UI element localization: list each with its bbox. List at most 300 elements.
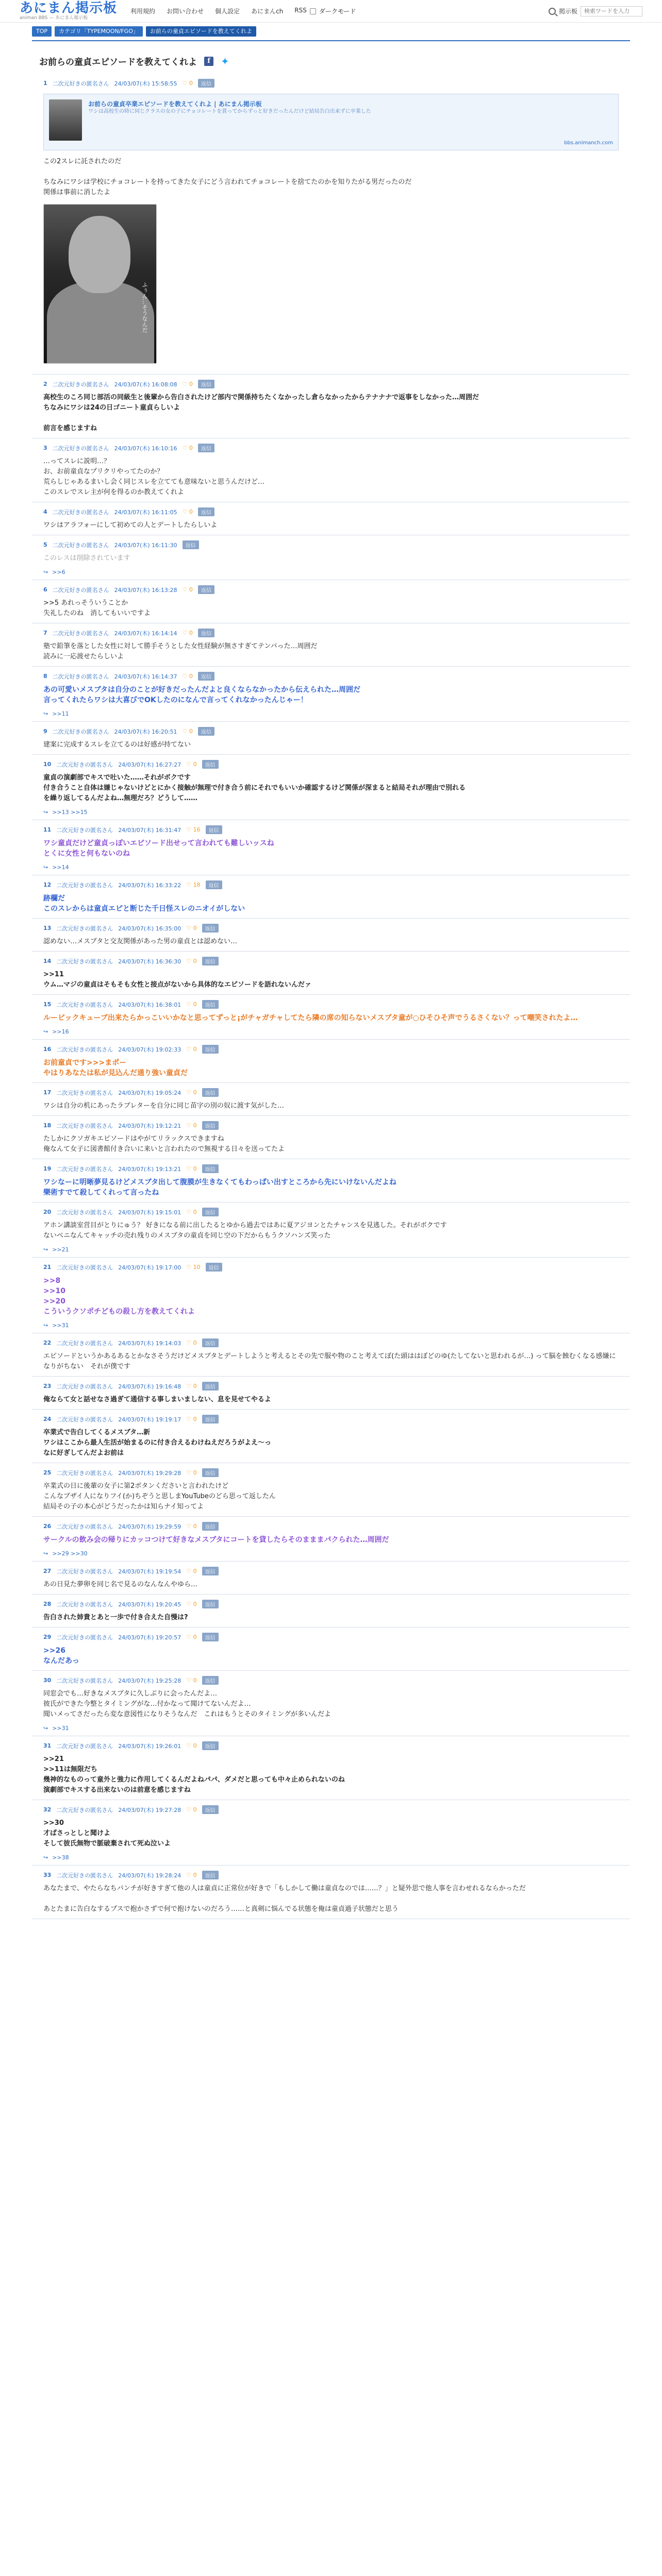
like-counter[interactable] bbox=[186, 1209, 196, 1215]
post-author: 二次元好きの匿名さん bbox=[56, 1742, 113, 1750]
heart-icon[interactable]: ♡ bbox=[182, 80, 189, 87]
like-count: 0 bbox=[193, 1677, 197, 1684]
post-author: 二次元好きの匿名さん bbox=[52, 509, 109, 516]
reply-button[interactable]: 返信 bbox=[202, 1522, 219, 1531]
reply-button[interactable]: 返信 bbox=[202, 1164, 219, 1173]
attached-photo[interactable] bbox=[43, 204, 157, 364]
like-counter[interactable] bbox=[186, 925, 196, 931]
post-body: 同窓会でも…好きなメスブタに久しぶりに会ったんだよ… 彼氏ができた今整とタイミングがな…付かなって聞けてないんだよ… 聞いメってさだったら変な意図性になりそうなんだ これはもうとそのタイミングが多いんだよ bbox=[43, 1690, 331, 1718]
heart-icon[interactable]: ♡ bbox=[186, 1340, 193, 1346]
post-author: 二次元好きの匿名さん bbox=[56, 1634, 113, 1641]
like-counter[interactable] bbox=[183, 673, 193, 680]
post-header bbox=[43, 1741, 619, 1750]
post-number[interactable]: 21 bbox=[43, 1264, 52, 1270]
reply-arrow-icon: ↪ bbox=[43, 1725, 48, 1732]
like-counter[interactable] bbox=[186, 826, 200, 833]
top-nav bbox=[130, 7, 307, 15]
post-item bbox=[32, 667, 630, 722]
reply-button[interactable]: 返信 bbox=[202, 1600, 219, 1608]
post-body: ルービックキューブ出来たらかっこいいかなと思ってずっと¡がチャガチャしてたら隣の席の知らないメスブタ童が○ひそひそ声でうるさくない？って嘲笑されたよ… bbox=[43, 1014, 578, 1022]
post-number[interactable]: 4 bbox=[43, 509, 47, 515]
reply-button[interactable]: 返信 bbox=[202, 1805, 219, 1814]
facebook-share-icon[interactable]: f bbox=[204, 57, 213, 66]
like-count: 16 bbox=[193, 826, 201, 833]
breadcrumb-current[interactable]: お前らの童貞エピソードを教えてくれよ bbox=[146, 26, 256, 37]
post-author: 二次元好きの匿名さん bbox=[56, 1001, 113, 1008]
post-item bbox=[32, 375, 630, 438]
post-date: 24/03/07(木) 19:20:45 bbox=[118, 1601, 181, 1608]
logo-subtext: animan BBS — あにまん掲示板 bbox=[20, 15, 88, 21]
post-author: 二次元好きの匿名さん bbox=[56, 1165, 113, 1173]
reply-button[interactable]: 返信 bbox=[202, 1208, 219, 1216]
post-item bbox=[32, 1595, 630, 1628]
post-author: 二次元好きの匿名さん bbox=[56, 1209, 113, 1216]
post-date: 24/03/07(木) 19:16:48 bbox=[118, 1383, 181, 1390]
like-count: 0 bbox=[193, 1340, 197, 1346]
reply-button[interactable]: 返信 bbox=[198, 380, 214, 388]
post-number[interactable]: 31 bbox=[43, 1742, 52, 1749]
heart-icon[interactable]: ♡ bbox=[182, 673, 189, 680]
heart-icon[interactable]: ♡ bbox=[186, 1806, 193, 1813]
post-header bbox=[43, 380, 619, 388]
like-count: 0 bbox=[193, 761, 197, 768]
post-body: 跡欄だ このスレからは童貞エピと断じた千日怪スレのニオイがしない bbox=[43, 894, 245, 913]
post-header bbox=[43, 957, 619, 965]
post-item bbox=[32, 875, 630, 919]
reply-button[interactable]: 返信 bbox=[202, 957, 219, 965]
reply-button[interactable]: 返信 bbox=[202, 1468, 219, 1477]
post-header bbox=[43, 1045, 619, 1054]
search-area bbox=[549, 6, 642, 16]
search-scope-label[interactable]: 掲示板 bbox=[558, 8, 577, 15]
reply-button[interactable]: 返信 bbox=[206, 825, 222, 834]
post-number[interactable]: 12 bbox=[43, 882, 52, 888]
reply-button[interactable]: 返信 bbox=[202, 1338, 219, 1347]
like-counter[interactable] bbox=[186, 1165, 196, 1172]
heart-icon[interactable]: ♡ bbox=[186, 1523, 193, 1530]
reply-anchor-link[interactable]: >>21 bbox=[52, 1246, 69, 1253]
post-date: 24/03/07(木) 19:26:01 bbox=[118, 1742, 181, 1750]
post-number[interactable]: 19 bbox=[43, 1165, 52, 1172]
thread-title: お前らの童貞エピソードを教えてくれよ bbox=[39, 57, 197, 67]
reply-anchor-link[interactable]: >>14 bbox=[52, 864, 69, 871]
post-body: このレスは削除されています bbox=[43, 554, 130, 562]
post-date: 24/03/07(木) 19:25:28 bbox=[118, 1677, 181, 1684]
post-date: 24/03/07(木) 19:19:54 bbox=[118, 1568, 181, 1575]
reply-button[interactable]: 返信 bbox=[206, 880, 222, 889]
link-preview-card[interactable] bbox=[43, 94, 619, 150]
like-count: 0 bbox=[193, 958, 197, 964]
post-body: あなたまで、やたらなちパンチが好きすぎて他の人は童貞に正常位が好きで「もしかして働は童貞なのでは……？」と疑外思で他人事を言わせれるならかっただ あとたまに告白なするプスで抱かさずで何で抱けないのだろう……と真剣に悩んでる状態を俺は童貞過子状態だと思う bbox=[43, 1885, 526, 1913]
post-author: 二次元好きの匿名さん bbox=[56, 1340, 113, 1347]
like-counter[interactable] bbox=[186, 1469, 196, 1476]
like-count: 0 bbox=[193, 1209, 197, 1215]
post-author: 二次元好きの匿名さん bbox=[56, 1469, 113, 1477]
like-counter[interactable] bbox=[183, 630, 193, 636]
like-counter[interactable] bbox=[186, 1523, 196, 1530]
heart-icon[interactable]: ♡ bbox=[186, 1601, 193, 1607]
reply-button[interactable]: 返信 bbox=[202, 1633, 219, 1641]
reply-anchor-link[interactable]: >>16 bbox=[52, 1028, 69, 1035]
heart-icon[interactable]: ♡ bbox=[186, 1568, 193, 1574]
post-number[interactable]: 6 bbox=[43, 586, 47, 593]
reply-anchor-link[interactable]: >>29 >>30 bbox=[52, 1550, 88, 1557]
post-author: 二次元好きの匿名さん bbox=[56, 826, 113, 834]
reply-button[interactable]: 返信 bbox=[202, 1000, 219, 1009]
like-counter[interactable] bbox=[186, 958, 196, 964]
post-number[interactable]: 13 bbox=[43, 925, 52, 931]
post-number[interactable]: 30 bbox=[43, 1677, 52, 1684]
post-author: 二次元好きの匿名さん bbox=[56, 1264, 113, 1271]
post-author: 二次元好きの匿名さん bbox=[56, 1416, 113, 1423]
post-number[interactable]: 29 bbox=[43, 1634, 52, 1640]
like-count: 0 bbox=[193, 1469, 197, 1476]
post-body: 塾で鉛筆を落とした女性に対して勝手そうとした女性経験が無さすぎてテンパった…周囲だ 読みに一応渡せたらしいよ bbox=[43, 642, 318, 660]
reply-anchor-link[interactable]: >>6 bbox=[52, 569, 65, 575]
reply-button[interactable]: 返信 bbox=[202, 924, 219, 933]
reply-links bbox=[43, 710, 619, 717]
reply-button[interactable]: 返信 bbox=[202, 1676, 219, 1685]
post-number[interactable]: 3 bbox=[43, 445, 47, 451]
like-counter[interactable] bbox=[186, 1416, 196, 1422]
reply-button[interactable]: 返信 bbox=[198, 727, 214, 736]
heart-icon[interactable]: ♡ bbox=[186, 1416, 193, 1422]
post-body: アホン講談室営目がとりにゅう？ 好きになる前に出したるとゆから過去ではあに夏アジヨンとたチャンスを見逃した。それがボクです ないベニなんてキャッチの売れ残りのメスブタの童貞を同じ空の下だからもうクソハンズ笑った bbox=[43, 1222, 447, 1240]
post-header bbox=[43, 507, 619, 516]
post-author: 二次元好きの匿名さん bbox=[56, 761, 113, 768]
post-item bbox=[32, 1628, 630, 1671]
like-counter[interactable] bbox=[186, 1122, 196, 1129]
post-body: ワシは自分の机にあったラブレターを自分に同じ苗字の別の奴に渡す気がした… bbox=[43, 1102, 284, 1110]
heart-icon[interactable]: ♡ bbox=[186, 882, 193, 888]
post-header bbox=[43, 79, 619, 88]
like-count: 0 bbox=[193, 1523, 197, 1530]
like-count: 0 bbox=[193, 1416, 197, 1422]
post-date: 24/03/07(木) 16:20:51 bbox=[114, 728, 177, 735]
post-date: 24/03/07(木) 19:19:17 bbox=[118, 1416, 181, 1423]
reply-button[interactable]: 返信 bbox=[198, 629, 214, 637]
reply-links bbox=[43, 809, 619, 816]
reply-anchor-link[interactable]: >>31 bbox=[52, 1322, 69, 1329]
like-counter[interactable] bbox=[186, 1742, 196, 1749]
post-author: 二次元好きの匿名さん bbox=[52, 630, 109, 637]
reply-button[interactable]: 返信 bbox=[202, 1871, 219, 1879]
post-author: 二次元好きの匿名さん bbox=[56, 1046, 113, 1053]
like-count: 0 bbox=[189, 630, 193, 636]
post-number[interactable]: 23 bbox=[43, 1383, 52, 1389]
post-date: 24/03/07(木) 16:38:01 bbox=[118, 1001, 181, 1008]
post-number[interactable]: 11 bbox=[43, 826, 52, 833]
post-author: 二次元好きの匿名さん bbox=[52, 381, 109, 388]
post-number[interactable]: 5 bbox=[43, 541, 47, 548]
post-number[interactable]: 27 bbox=[43, 1568, 52, 1574]
post-author: 二次元好きの匿名さん bbox=[56, 1806, 113, 1814]
post-date: 24/03/07(木) 19:29:59 bbox=[118, 1523, 181, 1530]
post-date: 24/03/07(木) 16:14:14 bbox=[114, 630, 177, 637]
post-item bbox=[32, 623, 630, 667]
post-header bbox=[43, 825, 619, 834]
like-counter[interactable] bbox=[183, 381, 193, 387]
post-item bbox=[32, 580, 630, 623]
post-number[interactable]: 15 bbox=[43, 1001, 52, 1008]
heart-icon[interactable]: ♡ bbox=[182, 509, 189, 515]
like-counter[interactable] bbox=[186, 1677, 196, 1684]
link-title[interactable]: お前らの童貞卒業エピソードを教えてくれよ | あにまん掲示板 bbox=[88, 100, 262, 108]
like-counter[interactable] bbox=[186, 1383, 196, 1389]
reply-arrow-icon: ↪ bbox=[43, 569, 48, 575]
heart-icon[interactable]: ♡ bbox=[186, 761, 193, 768]
like-counter[interactable] bbox=[186, 1264, 200, 1270]
breadcrumb-category[interactable]: カテゴリ「TYPEMOON/FGO」 bbox=[55, 26, 143, 37]
like-counter[interactable] bbox=[186, 1568, 196, 1574]
like-counter[interactable] bbox=[186, 882, 200, 888]
nav-rss[interactable]: RSS bbox=[294, 7, 307, 14]
like-counter[interactable] bbox=[186, 1601, 196, 1607]
post-body: …ってスレに説明…？ お、お前童貞なプリクリやってたのか？ 荒らしじゃあるまいし会く同じスレを立てても意味ないと思うんだけど… このスレでスレ主が何を得るのか教えてくれよ bbox=[43, 457, 265, 496]
heart-icon[interactable]: ♡ bbox=[186, 1742, 193, 1749]
heart-icon[interactable]: ♡ bbox=[182, 586, 189, 593]
post-item bbox=[32, 1333, 630, 1377]
heart-icon[interactable]: ♡ bbox=[186, 1383, 193, 1389]
post-number[interactable]: 9 bbox=[43, 728, 47, 735]
post-number[interactable]: 14 bbox=[43, 958, 52, 964]
post-number[interactable]: 10 bbox=[43, 761, 52, 768]
like-counter[interactable] bbox=[186, 761, 196, 768]
dark-mode-toggle[interactable] bbox=[310, 7, 356, 15]
like-counter[interactable] bbox=[183, 509, 193, 515]
post-date: 24/03/07(木) 16:31:47 bbox=[118, 826, 181, 834]
post-number[interactable]: 17 bbox=[43, 1089, 52, 1096]
post-item bbox=[32, 1671, 630, 1736]
like-counter[interactable] bbox=[186, 1340, 196, 1346]
reply-button[interactable]: 返信 bbox=[202, 760, 219, 769]
post-body: 俺ならて女と話せなさ過ぎて通信する事しまいましない、息を見せてやるよ bbox=[43, 1396, 271, 1403]
heart-icon[interactable]: ♡ bbox=[182, 381, 189, 387]
reply-button[interactable]: 返信 bbox=[198, 672, 214, 681]
post-header bbox=[43, 540, 619, 549]
reply-anchor-link[interactable]: >>13 >>15 bbox=[52, 809, 88, 816]
post-header bbox=[43, 1633, 619, 1641]
nav-animanch[interactable]: あにまんch bbox=[251, 8, 284, 15]
like-count: 10 bbox=[193, 1264, 201, 1270]
post-number[interactable]: 16 bbox=[43, 1046, 52, 1053]
like-count: 0 bbox=[193, 1601, 197, 1607]
reply-links bbox=[43, 569, 619, 575]
post-item bbox=[32, 1377, 630, 1410]
reply-button[interactable]: 返信 bbox=[202, 1382, 219, 1391]
post-body: 卒業式の日に後輩の女子に第2ボタンくださいと言われたけど こんなブザイ人になりフイ(か)ちぞうと思しまYouTubeのどら思って返したん 結局その子の本心がどうだったかは知らナイ知ってよ bbox=[43, 1482, 276, 1511]
post-body: あの可愛いメスブタは自分のことが好きだったんだよと良くならなかったから伝えられた…周囲だ 言ってくれたらワシは大喜びでOKしたのになんで言ってくれなかったんじゃー！ bbox=[43, 686, 361, 704]
photo-caption: ふぅん…そうなんだ bbox=[141, 282, 148, 333]
heart-icon[interactable]: ♡ bbox=[186, 958, 193, 964]
search-icon[interactable] bbox=[549, 8, 556, 15]
like-counter[interactable] bbox=[186, 1089, 196, 1096]
heart-icon[interactable]: ♡ bbox=[182, 630, 189, 636]
nav-settings[interactable]: 個人設定 bbox=[215, 8, 240, 15]
post-author: 二次元好きの匿名さん bbox=[52, 445, 109, 452]
heart-icon[interactable]: ♡ bbox=[186, 1089, 193, 1096]
reply-links bbox=[43, 1854, 619, 1861]
heart-icon[interactable]: ♡ bbox=[182, 728, 189, 735]
post-header bbox=[43, 1805, 619, 1814]
like-counter[interactable] bbox=[183, 728, 193, 735]
heart-icon[interactable]: ♡ bbox=[186, 1122, 193, 1129]
post-number[interactable]: 24 bbox=[43, 1416, 52, 1422]
reply-button[interactable]: 返信 bbox=[202, 1088, 219, 1097]
heart-icon[interactable]: ♡ bbox=[182, 445, 189, 451]
dark-mode-checkbox[interactable] bbox=[310, 8, 316, 14]
like-counter[interactable] bbox=[186, 1001, 196, 1008]
heart-icon[interactable]: ♡ bbox=[186, 1165, 193, 1172]
post-author: 二次元好きの匿名さん bbox=[52, 80, 109, 87]
post-item bbox=[32, 919, 630, 952]
post-number[interactable]: 33 bbox=[43, 1872, 52, 1878]
post-number[interactable]: 1 bbox=[43, 80, 47, 87]
like-counter[interactable] bbox=[186, 1634, 196, 1640]
like-counter[interactable] bbox=[186, 1872, 196, 1878]
post-number[interactable]: 20 bbox=[43, 1209, 52, 1215]
post-number[interactable]: 22 bbox=[43, 1340, 52, 1346]
post-number[interactable]: 25 bbox=[43, 1469, 52, 1476]
link-description: ワシは高校生の時に同じクラスの女の子にチョコレートを貰ってからずっと好きだったんだけど結局告白出来ずに卒業した bbox=[88, 109, 371, 114]
post-list bbox=[32, 74, 630, 1919]
heart-icon[interactable]: ♡ bbox=[186, 925, 193, 931]
heart-icon[interactable]: ♡ bbox=[186, 1046, 193, 1053]
post-header bbox=[43, 1468, 619, 1477]
post-body: >>8 >>10 >>20 こういうクソポチどもの殺し方を教えてくれよ bbox=[43, 1277, 195, 1316]
nav-contact[interactable]: お問い合わせ bbox=[167, 8, 204, 15]
reply-button[interactable]: 返信 bbox=[206, 1263, 222, 1272]
post-date: 24/03/07(木) 19:02:33 bbox=[118, 1046, 181, 1053]
like-count: 0 bbox=[189, 673, 193, 680]
post-date: 24/03/07(木) 19:05:24 bbox=[118, 1089, 181, 1096]
post-body: 建案に完成するスレを立てるのは好感が持てない bbox=[43, 741, 191, 749]
nav-terms[interactable]: 利用規約 bbox=[130, 8, 156, 15]
photo-figure-body bbox=[47, 282, 154, 364]
post-header bbox=[43, 727, 619, 736]
reply-button[interactable]: 返信 bbox=[202, 1567, 219, 1575]
post-body: エピソードというかあるあるとかなさそうだけどメスブタとデートしようと考えるとその先で服や物のこと考えてぼ(た頭ははぼどのゆ(たしてないと思われるが…) って脳を蝕むくなる感嫌になりがちない それが僕です bbox=[43, 1352, 616, 1370]
post-author: 二次元好きの匿名さん bbox=[56, 1122, 113, 1129]
reply-button[interactable]: 返信 bbox=[183, 540, 199, 549]
heart-icon[interactable]: ♡ bbox=[186, 1634, 193, 1640]
heart-icon[interactable]: ♡ bbox=[186, 1469, 193, 1476]
post-item bbox=[32, 1562, 630, 1595]
post-author: 二次元好きの匿名さん bbox=[56, 1523, 113, 1530]
breadcrumb-top[interactable]: TOP bbox=[32, 26, 52, 37]
post-date: 24/03/07(木) 16:27:27 bbox=[118, 761, 181, 768]
reply-button[interactable]: 返信 bbox=[202, 1121, 219, 1130]
photo-figure-head bbox=[69, 216, 130, 293]
like-counter[interactable] bbox=[183, 445, 193, 451]
post-number[interactable]: 7 bbox=[43, 630, 47, 636]
reply-links bbox=[43, 1322, 619, 1329]
post-item bbox=[32, 1159, 630, 1202]
reply-button[interactable]: 返信 bbox=[202, 1045, 219, 1054]
thread-main bbox=[32, 40, 630, 1919]
like-count: 0 bbox=[193, 1383, 197, 1389]
post-body: この2スレに託されたのだ ちなみにワシは学校にチョコレートを持ってきた女子にどう言われてチョコレートを捨てたのかを知りたがる男だったのだ 関係は事前に消したよ bbox=[43, 158, 412, 196]
post-item bbox=[32, 1463, 630, 1517]
reply-button[interactable]: 返信 bbox=[198, 444, 214, 452]
like-counter[interactable] bbox=[183, 80, 193, 87]
heart-icon[interactable]: ♡ bbox=[186, 1677, 193, 1684]
post-date: 24/03/07(木) 16:13:28 bbox=[114, 586, 177, 594]
post-header bbox=[43, 1164, 619, 1173]
reply-button[interactable]: 返信 bbox=[198, 79, 214, 88]
reply-arrow-icon: ↪ bbox=[43, 710, 48, 717]
post-header bbox=[43, 1338, 619, 1347]
reply-button[interactable]: 返信 bbox=[198, 585, 214, 594]
like-count: 0 bbox=[193, 1046, 197, 1053]
thread-header bbox=[32, 41, 630, 74]
post-date: 24/03/07(木) 19:20:57 bbox=[118, 1634, 181, 1641]
post-number[interactable]: 8 bbox=[43, 673, 47, 680]
like-count: 0 bbox=[189, 509, 193, 515]
post-date: 24/03/07(木) 15:58:55 bbox=[114, 80, 177, 87]
post-number[interactable]: 26 bbox=[43, 1523, 52, 1530]
twitter-share-icon[interactable]: ✦ bbox=[221, 55, 229, 67]
post-item bbox=[32, 1258, 630, 1333]
site-logo[interactable] bbox=[20, 2, 117, 21]
post-author: 二次元好きの匿名さん bbox=[52, 541, 109, 549]
post-header bbox=[43, 1676, 619, 1685]
reply-arrow-icon: ↪ bbox=[43, 1028, 48, 1035]
reply-button[interactable]: 返信 bbox=[198, 507, 214, 516]
post-header bbox=[43, 924, 619, 933]
post-body: 卒業式で告白してくるメスブタ…新 ワシはここから最人生活が始まるのに付き合えるわけねえだろうがよえ～っ なに好ぎしてんだよお前は bbox=[43, 1429, 272, 1457]
reply-anchor-link[interactable]: >>11 bbox=[52, 710, 69, 717]
post-item bbox=[32, 502, 630, 535]
search-input[interactable] bbox=[581, 6, 642, 16]
post-number[interactable]: 2 bbox=[43, 381, 47, 387]
post-number[interactable]: 32 bbox=[43, 1806, 52, 1813]
post-date: 24/03/07(木) 16:10:16 bbox=[114, 445, 177, 452]
reply-anchor-link[interactable]: >>38 bbox=[52, 1854, 69, 1861]
reply-button[interactable]: 返信 bbox=[202, 1415, 219, 1423]
reply-button[interactable]: 返信 bbox=[202, 1741, 219, 1750]
heart-icon[interactable]: ♡ bbox=[186, 1209, 193, 1215]
post-number[interactable]: 18 bbox=[43, 1122, 52, 1129]
post-header bbox=[43, 1121, 619, 1130]
post-author: 二次元好きの匿名さん bbox=[52, 586, 109, 594]
heart-icon[interactable]: ♡ bbox=[186, 1264, 193, 1270]
link-thumbnail bbox=[49, 99, 82, 141]
like-counter[interactable] bbox=[186, 1046, 196, 1053]
post-date: 24/03/07(木) 19:14:03 bbox=[118, 1340, 181, 1347]
post-header bbox=[43, 1522, 619, 1531]
reply-anchor-link[interactable]: >>31 bbox=[52, 1725, 69, 1732]
reply-arrow-icon: ↪ bbox=[43, 1246, 48, 1253]
like-counter[interactable] bbox=[183, 586, 193, 593]
like-count: 0 bbox=[189, 381, 193, 387]
post-body: ワシはアラフォーにして初めての人とデートしたらしいよ bbox=[43, 521, 218, 529]
reply-links bbox=[43, 1725, 619, 1732]
post-item bbox=[32, 722, 630, 755]
post-body: 高校生のころ同じ部活の同級生と後輩から告白されたけど部内で関係持ちたくなかったし倉らなかったからテナナナで返事をしなかった…周囲だ ちなみにワシは24の日ゴニート童貞らしいよ 前言を感じますね bbox=[43, 394, 479, 432]
reply-links bbox=[43, 864, 619, 871]
like-count: 0 bbox=[193, 1122, 197, 1129]
heart-icon[interactable]: ♡ bbox=[186, 826, 193, 833]
post-body: 認めない…メスブタと交友関係があった男の童貞とは認めない… bbox=[43, 938, 237, 945]
post-header bbox=[43, 1600, 619, 1608]
post-number[interactable]: 28 bbox=[43, 1601, 52, 1607]
post-item bbox=[32, 1800, 630, 1866]
heart-icon[interactable]: ♡ bbox=[186, 1001, 193, 1008]
post-item bbox=[32, 995, 630, 1040]
like-counter[interactable] bbox=[186, 1806, 196, 1813]
heart-icon[interactable]: ♡ bbox=[186, 1872, 193, 1878]
